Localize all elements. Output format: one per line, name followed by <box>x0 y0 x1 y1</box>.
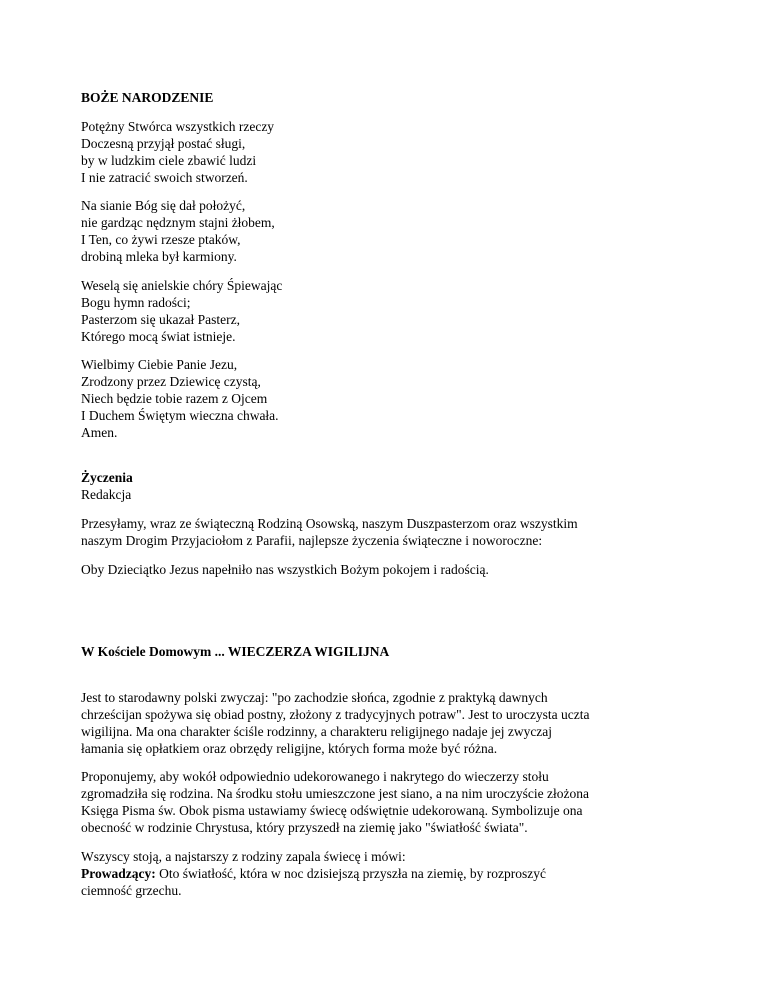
leader-label: Prowadzący: <box>81 866 156 881</box>
stanza-line: Doczesną przyjął postać sługi, <box>81 136 246 151</box>
stanza-line: Na sianie Bóg się dał położyć, <box>81 198 246 213</box>
vigil-line: Księga Pisma św. Obok pisma ustawiamy świecę odświętnie udekorowaną. Symbolizuje ona <box>81 803 583 818</box>
vigil-line: chrześcijan spożywa się obiad postny, złożony z tradycyjnych potraw". Jest to uroczysta uczta <box>81 707 590 722</box>
vigil-line: Proponujemy, aby wokół odpowiednio udekorowanego i nakrytego do wieczerzy stołu <box>81 769 549 784</box>
stanza-line: I Duchem Świętym wieczna chwała. <box>81 408 279 423</box>
vigil-paragraph-1 <box>81 689 691 757</box>
vigil-line: Jest to starodawny polski zwyczaj: "po zachodzie słońca, zgodnie z praktyką dawnych <box>81 690 548 705</box>
vigil-line: ciemność grzechu. <box>81 883 182 898</box>
stanza-line: Pasterzom się ukazał Pasterz, <box>81 312 240 327</box>
stanza-4 <box>81 356 691 441</box>
wishes-author: Redakcja <box>81 487 132 502</box>
vigil-line: obecność w rodzinie Chrystusa, który przyszedł na ziemię jako "światłość świata". <box>81 820 528 835</box>
stanza-line: Weselą się anielskie chóry Śpiewając <box>81 278 283 293</box>
stanza-1 <box>81 118 691 186</box>
stanza-line: Wielbimy Ciebie Panie Jezu, <box>81 357 238 372</box>
vigil-paragraph-2 <box>81 768 691 836</box>
wishes-line: naszym Drogim Przyjaciołom z Parafii, najlepsze życzenia świąteczne i noworoczne: <box>81 533 543 548</box>
wishes-heading: Życzenia <box>81 470 133 485</box>
wishes-paragraph <box>81 515 691 549</box>
stanza-line: Zrodzony przez Dziewicę czystą, <box>81 374 261 389</box>
stanza-line: Którego mocą świat istnieje. <box>81 329 236 344</box>
vigil-heading: W Kościele Domowym ... WIECZERZA WIGILIJNA <box>81 644 390 659</box>
stanza-line: Bogu hymn radości; <box>81 295 191 310</box>
stanza-line: nie gardząc nędznym stajni żłobem, <box>81 215 275 230</box>
stanza-line: drobiną mleka był karmiony. <box>81 249 237 264</box>
stanza-line: I Ten, co żywi rzesze ptaków, <box>81 232 241 247</box>
wishes-line: Przesyłamy, wraz ze świąteczną Rodziną Osowską, naszym Duszpasterzom oraz wszystkim <box>81 516 578 531</box>
stanza-line: Amen. <box>81 425 118 440</box>
leader-line <box>81 865 691 882</box>
wishes-greeting: Oby Dzieciątko Jezus napełniło nas wszystkich Bożym pokojem i radością. <box>81 562 489 577</box>
leader-text: Oto światłość, która w noc dzisiejszą przyszła na ziemię, by rozproszyć <box>155 866 546 881</box>
page-title: BOŻE NARODZENIE <box>81 90 214 105</box>
stanza-line: Potężny Stwórca wszystkich rzeczy <box>81 119 275 134</box>
stanza-line: by w ludzkim ciele zbawić ludzi <box>81 153 257 168</box>
vigil-line: zgromadziła się rodzina. Na środku stołu umieszczone jest siano, a na nim uroczyście złożona <box>81 786 589 801</box>
document-content <box>81 89 691 899</box>
vigil-line: wigilijna. Ma ona charakter ściśle rodzinny, a charakteru religijnego nadaje jej zwyczaj <box>81 724 553 739</box>
stanza-3 <box>81 277 691 345</box>
stanza-line: Niech będzie tobie razem z Ojcem <box>81 391 268 406</box>
stanza-line: I nie zatracić swoich stworzeń. <box>81 170 248 185</box>
wishes-section <box>81 469 691 503</box>
vigil-paragraph-3 <box>81 848 691 899</box>
vigil-line: łamania się opłatkiem oraz obrzędy religijne, których forma może być różna. <box>81 741 498 756</box>
stanza-2 <box>81 197 691 265</box>
vigil-line: Wszyscy stoją, a najstarszy z rodziny zapala świecę i mówi: <box>81 849 406 864</box>
